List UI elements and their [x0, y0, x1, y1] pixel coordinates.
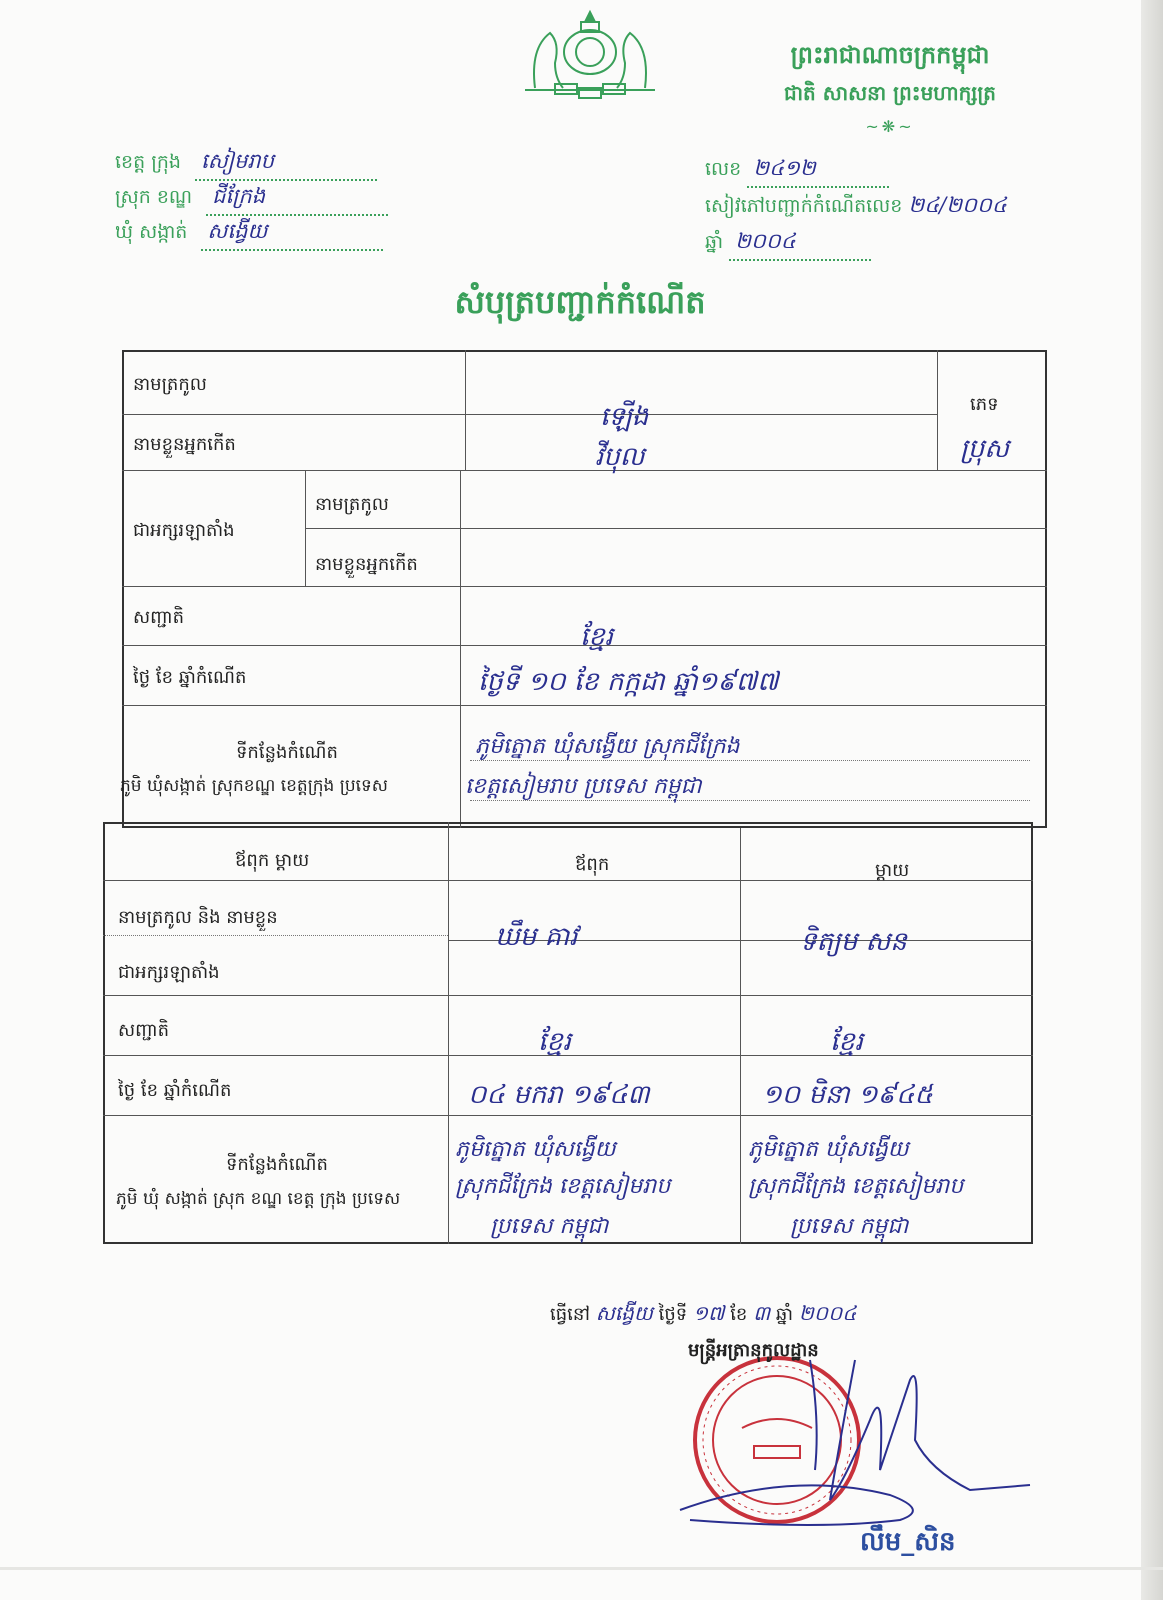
day-value: ១៧ — [692, 1301, 725, 1325]
signer-name: លឹម_សិន — [860, 1527, 956, 1557]
registration-book-value: ២៤/២០០៤ — [908, 193, 1007, 217]
parent-dob-label: ថ្ងៃ ខែ ឆ្នាំកំណើត — [118, 1080, 232, 1101]
registrar-title: មន្ត្រីអត្រានុកូលដ្ឋាន — [688, 1340, 819, 1361]
child-pob-line1: ភូមិត្នោត ឃុំសង្វើយ ស្រុកជីក្រែង — [475, 734, 740, 759]
registration-number-row — [705, 155, 889, 188]
registration-number-label: លេខ — [705, 158, 742, 180]
month-value: ៣ — [753, 1301, 771, 1325]
father-pob-line1: ភូមិត្នោត ឃុំសង្វើយ — [455, 1137, 616, 1162]
province-row — [115, 148, 377, 181]
latin-given-name-label: នាមខ្លួនអ្នកកើត — [315, 554, 418, 575]
father-name-value: ឃឹម គាវ — [495, 922, 578, 952]
province-label: ខេត្ត ក្រុង — [115, 151, 181, 173]
made-at-value: សង្វើយ — [595, 1301, 653, 1325]
commune-label: ឃុំ សង្កាត់ — [115, 221, 188, 243]
mother-pob-line2: ស្រុកជីក្រែង ខេត្តសៀមរាប — [748, 1174, 964, 1199]
mother-pob-line3: ប្រទេស កម្ពុជា — [790, 1214, 909, 1239]
father-pob-line2: ស្រុកជីក្រែង ខេត្តសៀមរាប — [455, 1174, 671, 1199]
child-dob-value: ថ្ងៃទី ១០ ខែ កក្កដា ឆ្នាំ១៩៧៧ — [478, 667, 779, 697]
district-label: ស្រុក ខណ្ឌ — [115, 186, 193, 208]
father-nationality-value: ខ្មែរ — [538, 1027, 572, 1057]
mother-nationality-value: ខ្មែរ — [830, 1027, 864, 1057]
registration-book-row — [705, 192, 1007, 223]
mother-dob-value: ១០ មិនា ១៩៤៥ — [762, 1080, 933, 1110]
child-given-name-value: វីបុល — [595, 442, 645, 472]
child-surname-label: នាមត្រកូល — [133, 374, 207, 395]
parents-header-label: ឪពុក ម្តាយ — [235, 850, 310, 871]
year-label: ឆ្នាំ — [775, 1304, 794, 1325]
national-motto: ជាតិ សាសនា ព្រះមហាក្សត្រ — [784, 81, 996, 105]
child-dob-label: ថ្ងៃ ខែ ឆ្នាំកំណើត — [133, 667, 247, 688]
mother-column-label: ម្តាយ — [875, 860, 910, 881]
parent-nationality-label: សញ្ជាតិ — [118, 1020, 170, 1041]
page-edge — [1141, 0, 1163, 1600]
registration-year-value: ២០០៤ — [735, 229, 796, 253]
registration-book-label: សៀវភៅបញ្ជាក់កំណើតលេខ — [705, 195, 903, 217]
child-pob-line2: ខេត្តសៀមរាប ប្រទេស កម្ពុជា — [465, 774, 702, 799]
latin-surname-label: នាមត្រកូល — [315, 494, 389, 515]
sex-value: ប្រុស — [960, 434, 1010, 464]
month-label: ខែ — [730, 1304, 748, 1325]
year-value: ២០០៤ — [798, 1301, 857, 1325]
child-nationality-label: សញ្ជាតិ — [133, 607, 185, 628]
child-surname-value: ឡើង — [600, 402, 649, 432]
registration-number-value: ២៤១២ — [753, 156, 816, 180]
mother-pob-line1: ភូមិត្នោត ឃុំសង្វើយ — [748, 1137, 909, 1162]
commune-value: សង្វើយ — [207, 219, 268, 243]
mother-name-value: ទិត្យម សន — [800, 927, 907, 957]
district-value: ជីក្រែង — [212, 184, 266, 208]
child-given-name-label: នាមខ្លួនអ្នកកើត — [133, 434, 236, 455]
child-pob-sub-label: ភូមិ ឃុំសង្កាត់ ស្រុកខណ្ឌ ខេត្តក្រុង ប្រទេស — [120, 776, 388, 796]
father-pob-line3: ប្រទេស កម្ពុជា — [490, 1214, 609, 1239]
handwritten-signature — [670, 1320, 1040, 1530]
province-value: សៀមរាប — [201, 149, 274, 173]
father-dob-value: ០៤ មករា ១៩៤៣ — [468, 1080, 650, 1110]
registration-year-row — [705, 228, 871, 261]
page-fold — [0, 1567, 1163, 1570]
father-column-label: ឪពុក — [575, 854, 610, 875]
district-row — [115, 183, 388, 216]
kingdom-heading: ព្រះរាជាណាចក្រកម្ពុជា — [790, 41, 990, 69]
ornament-divider: ~❋~ — [865, 117, 915, 136]
child-pob-label: ទីកន្លែងកំណើត — [236, 742, 338, 763]
registration-year-label: ឆ្នាំ — [705, 231, 724, 253]
commune-row — [115, 218, 383, 251]
royal-emblem-icon — [515, 8, 665, 100]
sex-label: ភេទ — [970, 394, 999, 415]
document-title: សំបុត្របញ្ជាក់កំណើត — [454, 283, 706, 321]
parent-pob-label: ទីកន្លែងកំណើត — [226, 1154, 328, 1175]
made-at-label: ធ្វើនៅ — [550, 1304, 590, 1325]
parent-pob-sub-label: ភូមិ ឃុំ សង្កាត់ ស្រុក ខណ្ឌ ខេត្ត ក្រុង ប្រទេស — [116, 1189, 401, 1209]
day-label: ថ្ងៃទី — [658, 1304, 688, 1325]
latin-label: ជាអក្សរឡាតាំង — [133, 520, 235, 541]
parent-name-label: នាមត្រកូល និង នាមខ្លួន — [118, 907, 278, 928]
child-nationality-value: ខ្មែរ — [580, 622, 614, 652]
parent-latin-label: ជាអក្សរឡាតាំង — [118, 962, 220, 983]
